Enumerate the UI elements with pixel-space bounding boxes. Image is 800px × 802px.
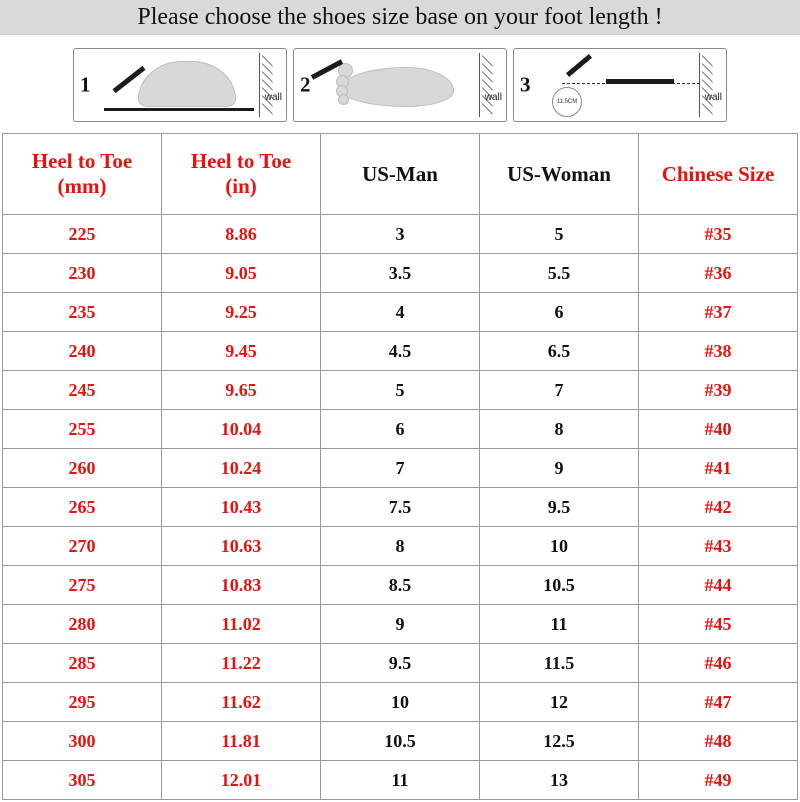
table-cell: 10.5 <box>321 722 480 761</box>
table-cell: 6 <box>480 293 639 332</box>
table-cell: 4.5 <box>321 332 480 371</box>
table-cell: 11.5 <box>480 644 639 683</box>
table-row <box>3 761 798 800</box>
table-cell: #45 <box>639 605 798 644</box>
diagram-step-3 <box>513 48 727 122</box>
table-row <box>3 605 798 644</box>
foot-side-icon <box>138 61 236 107</box>
table-cell: 295 <box>3 683 162 722</box>
table-cell: 280 <box>3 605 162 644</box>
table-cell: 12.5 <box>480 722 639 761</box>
table-row <box>3 683 798 722</box>
table-cell: 8 <box>321 527 480 566</box>
table-cell: 285 <box>3 644 162 683</box>
column-header-line-1: Chinese Size <box>661 161 775 186</box>
table-cell: #42 <box>639 488 798 527</box>
table-cell: #37 <box>639 293 798 332</box>
table-cell: 245 <box>3 371 162 410</box>
column-header-chinese-size <box>639 134 798 215</box>
table-cell: 10.63 <box>162 527 321 566</box>
table-header-row <box>3 134 798 215</box>
table-cell: #48 <box>639 722 798 761</box>
table-cell: 9.25 <box>162 293 321 332</box>
table-row <box>3 566 798 605</box>
table-cell: 11.81 <box>162 722 321 761</box>
column-header-line-2: (in) <box>225 174 257 198</box>
table-cell: 300 <box>3 722 162 761</box>
table-cell: 8 <box>480 410 639 449</box>
table-cell: 9.65 <box>162 371 321 410</box>
table-cell: 240 <box>3 332 162 371</box>
table-cell: 265 <box>3 488 162 527</box>
table-row <box>3 722 798 761</box>
table-cell: 11 <box>480 605 639 644</box>
table-row <box>3 215 798 254</box>
diagram-2-number: 2 <box>300 72 311 97</box>
table-cell: 9.5 <box>321 644 480 683</box>
diagram-3-wall-label: wall <box>704 92 722 103</box>
table-cell: 11.62 <box>162 683 321 722</box>
table-row <box>3 332 798 371</box>
table-cell: 9.05 <box>162 254 321 293</box>
table-row <box>3 644 798 683</box>
table-cell: 225 <box>3 215 162 254</box>
table-header <box>3 134 798 215</box>
column-header-line-2: (mm) <box>57 174 107 198</box>
table-cell: #35 <box>639 215 798 254</box>
table-cell: 230 <box>3 254 162 293</box>
table-cell: 235 <box>3 293 162 332</box>
table-row <box>3 488 798 527</box>
wall-hatch-icon <box>482 53 498 117</box>
table-cell: 9.5 <box>480 488 639 527</box>
table-cell: 3 <box>321 215 480 254</box>
column-header-line-1: Heel to Toe <box>31 149 133 174</box>
table-cell: 12.01 <box>162 761 321 800</box>
table-cell: 10 <box>480 527 639 566</box>
table-cell: 9.45 <box>162 332 321 371</box>
table-cell: #43 <box>639 527 798 566</box>
pencil-icon <box>566 54 592 77</box>
table-cell: 8.5 <box>321 566 480 605</box>
diagram-2-wall-label: wall <box>484 92 502 103</box>
table-cell: 5.5 <box>480 254 639 293</box>
table-cell: 11.22 <box>162 644 321 683</box>
table-cell: 5 <box>321 371 480 410</box>
table-cell: #44 <box>639 566 798 605</box>
table-cell: 10.5 <box>480 566 639 605</box>
table-body <box>3 215 798 800</box>
column-header-heel-to-toe-in <box>162 134 321 215</box>
table-cell: 11.02 <box>162 605 321 644</box>
wall-hatch-icon <box>702 53 718 117</box>
table-cell: 8.86 <box>162 215 321 254</box>
size-table <box>2 133 798 800</box>
table-cell: #49 <box>639 761 798 800</box>
table-cell: 7 <box>480 371 639 410</box>
diagram-1-number: 1 <box>80 72 91 97</box>
column-header-line-1: Heel to Toe <box>190 149 292 174</box>
table-cell: 10.24 <box>162 449 321 488</box>
table-cell: #47 <box>639 683 798 722</box>
table-cell: 305 <box>3 761 162 800</box>
size-table-wrap <box>0 133 800 802</box>
table-cell: #38 <box>639 332 798 371</box>
wall-hatch-icon <box>262 53 278 117</box>
table-cell: 270 <box>3 527 162 566</box>
foot-top-icon <box>340 67 454 107</box>
table-cell: 6 <box>321 410 480 449</box>
column-header-heel-to-toe-mm <box>3 134 162 215</box>
table-row <box>3 371 798 410</box>
table-cell: 3.5 <box>321 254 480 293</box>
table-cell: 9 <box>480 449 639 488</box>
table-cell: #39 <box>639 371 798 410</box>
column-header-us-woman <box>480 134 639 215</box>
table-cell: #36 <box>639 254 798 293</box>
measurement-diagrams <box>0 35 800 133</box>
table-cell: 255 <box>3 410 162 449</box>
table-row <box>3 410 798 449</box>
table-cell: #41 <box>639 449 798 488</box>
table-cell: 7.5 <box>321 488 480 527</box>
toe-icon <box>338 94 349 105</box>
table-row <box>3 293 798 332</box>
table-row <box>3 527 798 566</box>
column-header-us-man <box>321 134 480 215</box>
table-row <box>3 449 798 488</box>
column-header-line-1: US-Man <box>362 161 438 186</box>
table-cell: 10.83 <box>162 566 321 605</box>
table-cell: 12 <box>480 683 639 722</box>
table-cell: 260 <box>3 449 162 488</box>
measurement-callout <box>552 87 582 117</box>
table-cell: 10 <box>321 683 480 722</box>
table-cell: 6.5 <box>480 332 639 371</box>
diagram-1-wall-label: wall <box>264 92 282 103</box>
table-cell: 275 <box>3 566 162 605</box>
diagram-3-number: 3 <box>520 72 531 97</box>
header-banner <box>0 0 800 35</box>
table-cell: 11 <box>321 761 480 800</box>
page-title: Please choose the shoes size base on your foot length ! <box>137 3 663 30</box>
table-cell: 7 <box>321 449 480 488</box>
diagram-step-2 <box>293 48 507 122</box>
measurement-value: 11.5CM <box>556 99 578 105</box>
column-header-line-1: US-Woman <box>507 161 611 186</box>
table-cell: 4 <box>321 293 480 332</box>
table-cell: 9 <box>321 605 480 644</box>
diagram-step-1 <box>73 48 287 122</box>
table-row <box>3 254 798 293</box>
floor-line <box>104 108 254 111</box>
table-cell: 13 <box>480 761 639 800</box>
table-cell: #46 <box>639 644 798 683</box>
ruler-icon <box>606 79 674 84</box>
table-cell: 5 <box>480 215 639 254</box>
table-cell: 10.43 <box>162 488 321 527</box>
table-cell: #40 <box>639 410 798 449</box>
table-cell: 10.04 <box>162 410 321 449</box>
